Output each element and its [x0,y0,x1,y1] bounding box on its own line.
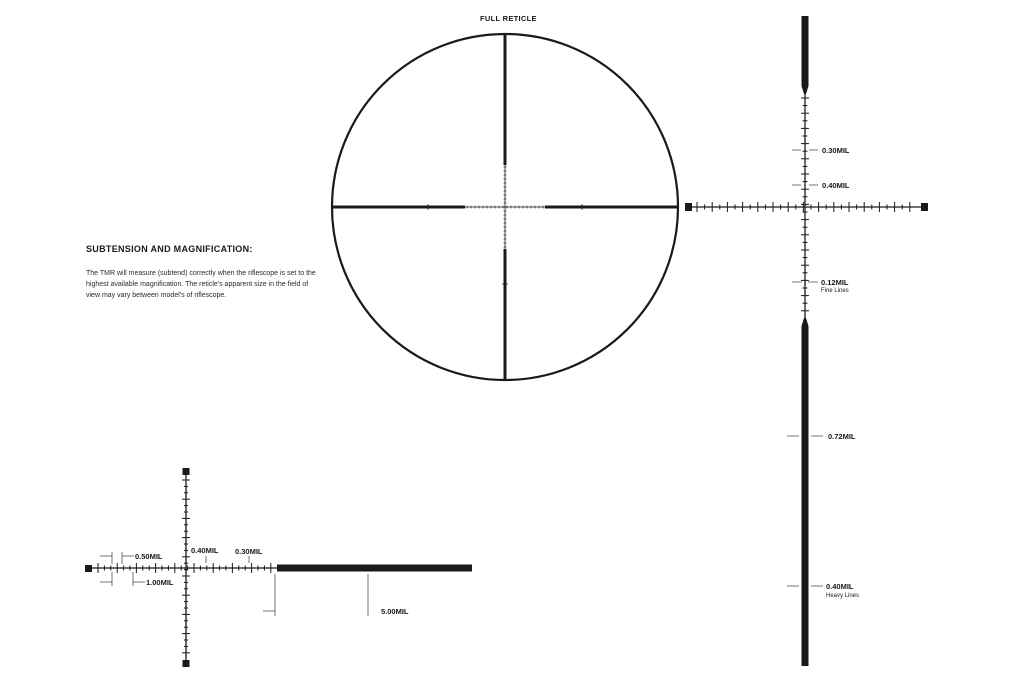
hd-050-arrows [100,552,134,564]
label-050mil: 0.50MIL [135,552,163,561]
hd-top-cap [183,468,190,475]
vertical-bottom-taper [802,318,809,326]
vertical-detail [685,16,928,666]
reticle-center-ticks-vertical [504,167,507,247]
label-040mil-h: 0.40MIL [191,546,219,555]
label-500mil: 5.00MIL [381,607,409,616]
full-reticle-title: FULL RETICLE [480,14,537,23]
subtension-heading: SUBTENSION AND MAGNIFICATION: [86,244,253,254]
label-040mil-heavy: 0.40MIL [826,582,854,591]
hd-heavy-post [277,565,472,572]
hd-bottom-cap [183,660,190,667]
label-012mil: 0.12MIL [821,278,849,287]
horizontal-detail [85,468,472,667]
label-heavy-lines: Heavy Lines [826,593,860,599]
label-030mil: 0.30MIL [822,146,850,155]
vertical-top-taper [802,86,809,94]
label-fine-lines: Fine Lines [821,288,849,294]
label-040mil: 0.40MIL [822,181,850,190]
horizontal-right-cap [921,203,928,211]
hd-100-arrows [100,572,145,586]
full-reticle [332,34,678,380]
hd-left-cap [85,565,92,572]
horizontal-left-cap [685,203,692,211]
subtension-description: The TMR will measure (subtend) correctly when the riflescope is set to the highest available magnification. The reticle's apparent size in the field of view may vary between model's of riflescope. [86,270,316,299]
label-072mil: 0.72MIL [828,432,856,441]
label-030mil-h: 0.30MIL [235,547,263,556]
label-100mil: 1.00MIL [146,578,174,587]
hd-500-arrows [263,574,368,616]
